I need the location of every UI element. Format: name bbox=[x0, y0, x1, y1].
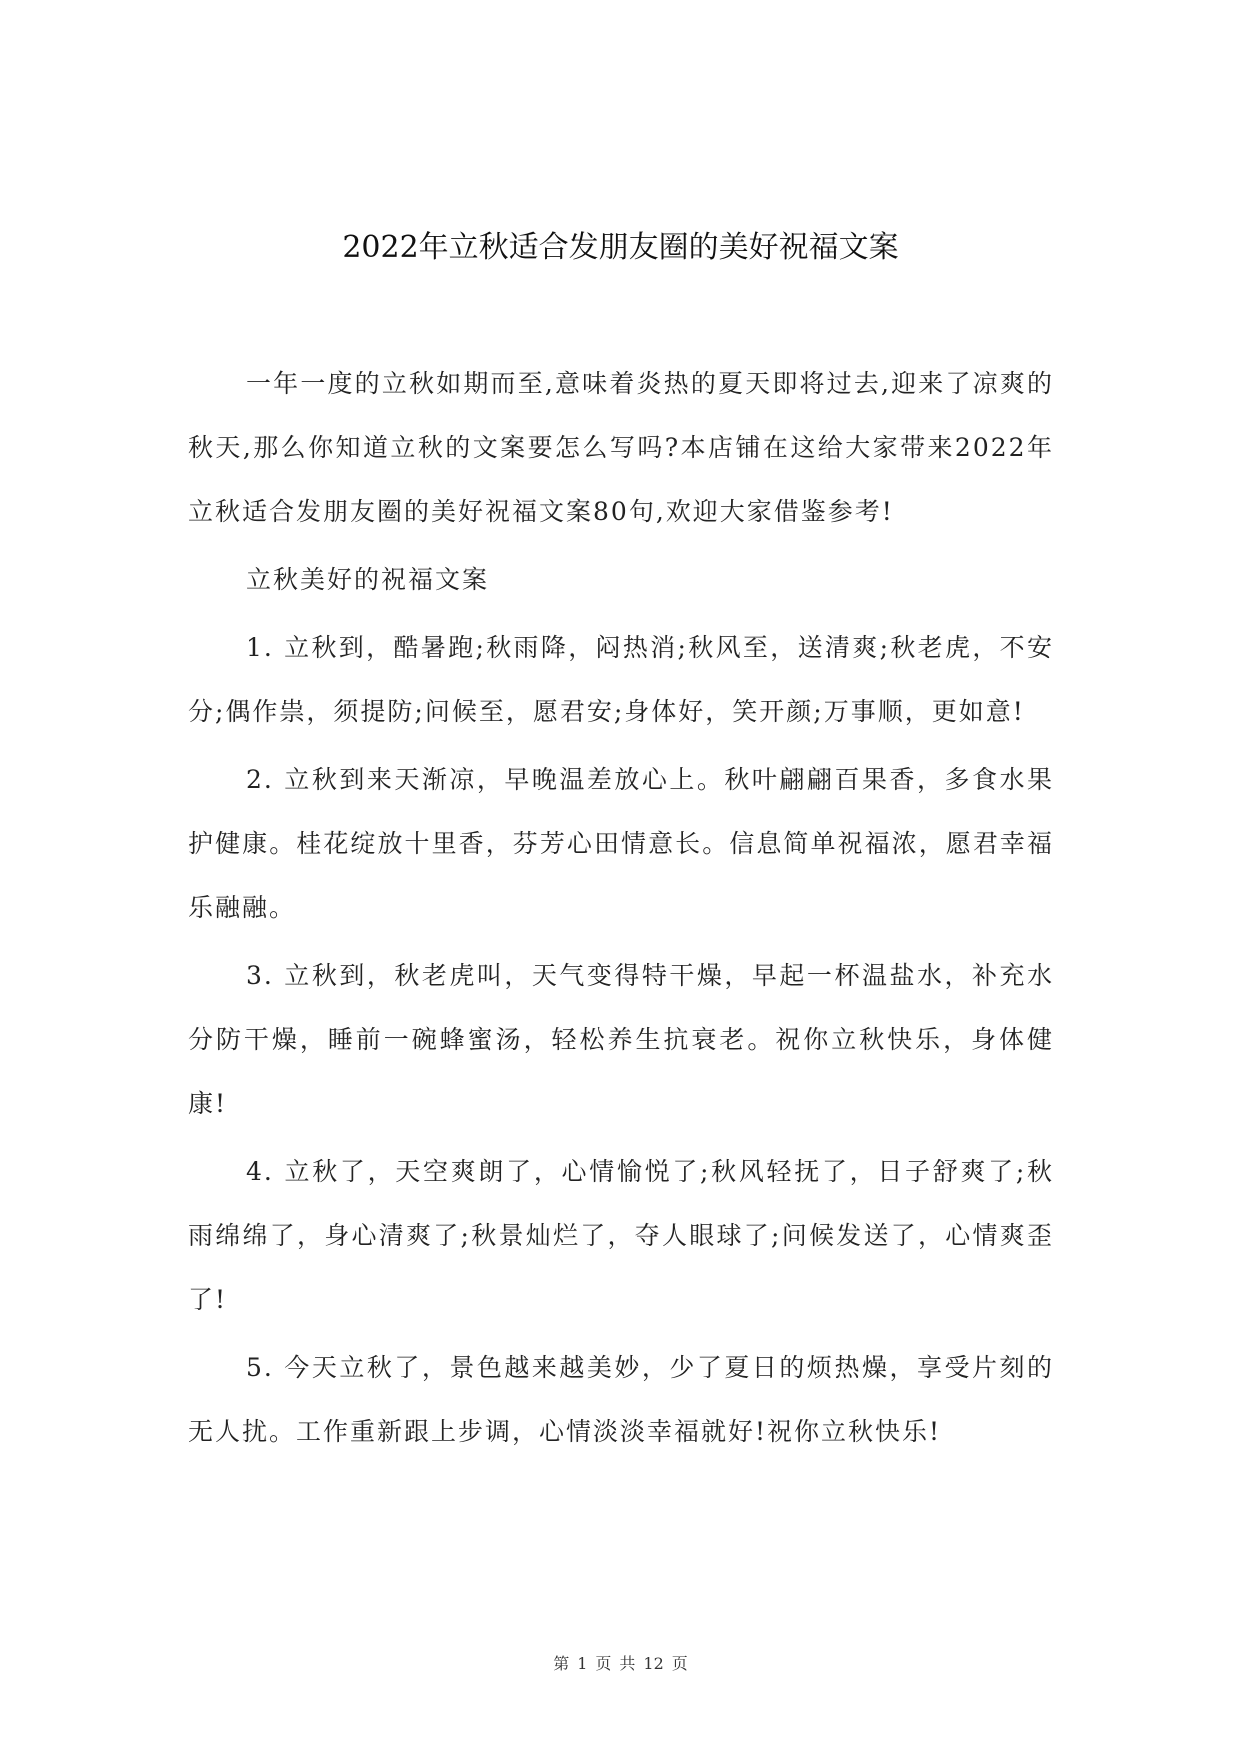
page-footer bbox=[0, 1654, 1241, 1674]
list-item: 3. 立秋到，秋老虎叫，天气变得特干燥，早起一杯温盐水，补充水分防干燥，睡前一碗蜂蜜汤，轻松养生抗衰老。祝你立秋快乐，身体健康! bbox=[188, 961, 1054, 1118]
document-title: 2022年立秋适合发朋友圈的美好祝福文案 bbox=[342, 230, 899, 265]
current-page-number: 1 bbox=[577, 1654, 588, 1673]
section-heading: 立秋美好的祝福文案 bbox=[246, 565, 490, 594]
list-item: 1. 立秋到，酷暑跑;秋雨降，闷热消;秋风至，送清爽;秋老虎，不安分;偶作祟，须提防;问候至，愿君安;身体好，笑开颜;万事顺，更如意! bbox=[188, 633, 1054, 726]
footer-total-word: 共 bbox=[619, 1654, 636, 1673]
total-pages-number: 12 bbox=[643, 1654, 664, 1673]
intro-paragraph: 一年一度的立秋如期而至,意味着炎热的夏天即将过去,迎来了凉爽的秋天,那么你知道立秋的文案要怎么写吗?本店铺在这给大家带来2022年立秋适合发朋友圈的美好祝福文案80句,欢迎大家借鉴参考! bbox=[188, 369, 1054, 526]
footer-suffix: 页 bbox=[671, 1654, 688, 1673]
footer-page-word: 页 bbox=[595, 1654, 612, 1673]
document-body bbox=[188, 352, 1054, 1468]
list-item: 2. 立秋到来天渐凉，早晚温差放心上。秋叶翩翩百果香，多食水果护健康。桂花绽放十里香，芬芳心田情意长。信息简单祝福浓，愿君幸福乐融融。 bbox=[188, 765, 1054, 922]
list-item: 5. 今天立秋了，景色越来越美妙，少了夏日的烦热燥，享受片刻的无人扰。工作重新跟上步调，心情淡淡幸福就好!祝你立秋快乐! bbox=[188, 1353, 1054, 1446]
footer-prefix: 第 bbox=[553, 1654, 570, 1673]
list-item: 4. 立秋了，天空爽朗了，心情愉悦了;秋风轻抚了，日子舒爽了;秋雨绵绵了，身心清爽了;秋景灿烂了，夺人眼球了;问候发送了，心情爽歪了! bbox=[188, 1157, 1054, 1314]
